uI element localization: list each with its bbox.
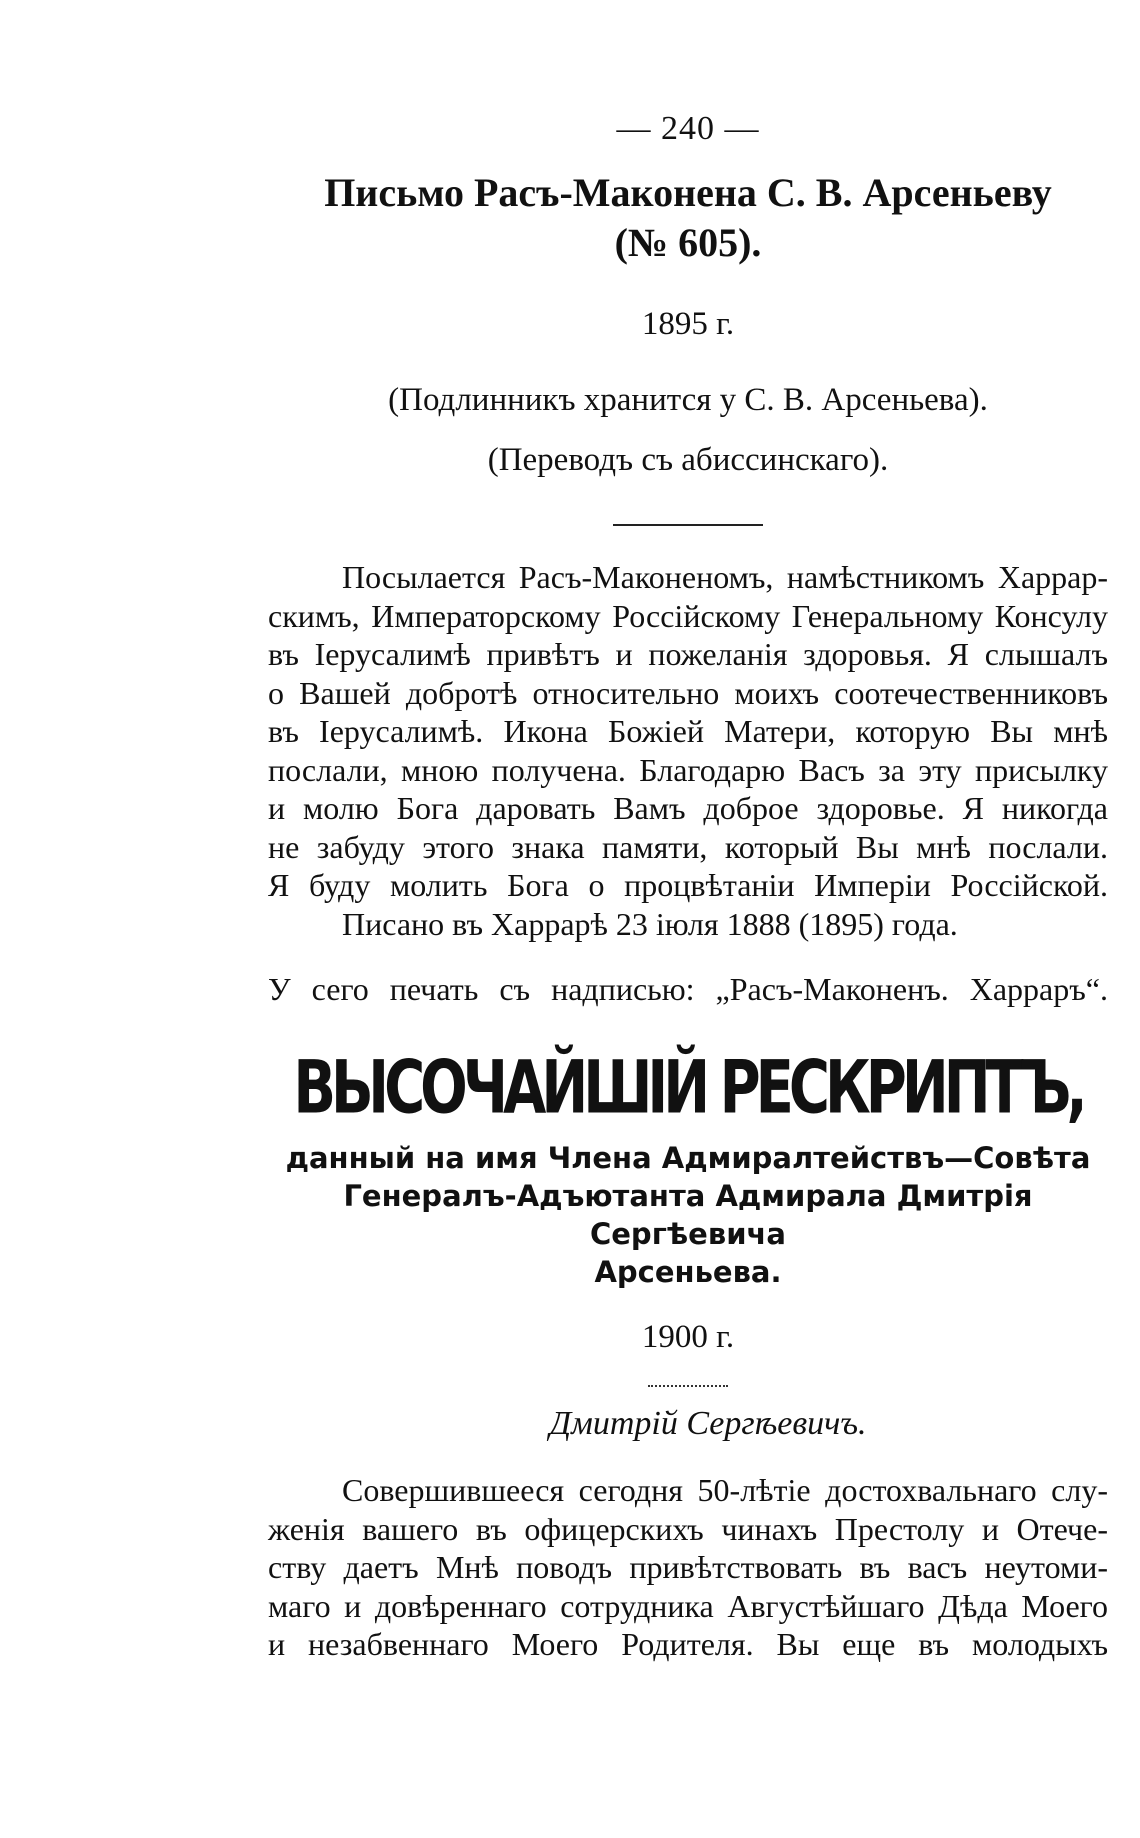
text-line: Посылается Расъ-Маконеномъ, намѣстникомъ Харрар- [342, 559, 1108, 595]
origin-note: (Подлинникъ хранится у С. В. Арсеньева). [388, 382, 988, 418]
text-line: женія вашего въ офицерскихъ чинахъ Престолу и Отече- [268, 1510, 1108, 1547]
text-line: не забуду этого знака памяти, который Вы мнѣ послали. [268, 828, 1108, 865]
text-line: и незабвеннаго Моего Родителя. Вы еще въ молодыхъ [268, 1626, 1108, 1662]
text-line: маго и довѣреннаго сотрудника Августѣйшаго Дѣда Моего [268, 1587, 1108, 1624]
letter-title-number: (№ 605). [614, 220, 762, 265]
rescript-subtitle [268, 1139, 1108, 1291]
letter-year: 1895 г. [641, 306, 735, 342]
text-line: Я буду молить Бога о процвѣтаніи Имперіи Россійской. [268, 867, 1108, 903]
translation-note: (Переводъ съ абиссинскаго). [487, 442, 889, 478]
rescript-title: ВЫСОЧАЙШІЙ РЕСКРИПТЪ, [293, 1046, 1083, 1131]
letter-title-line: Письмо Расъ-Маконена С. В. Арсеньеву [324, 170, 1052, 215]
text-line: ству даетъ Мнѣ поводъ привѣтствовать въ васъ неутоми- [268, 1549, 1108, 1585]
text-line: въ Іерусалимѣ привѣтъ и пожеланія здоровья. Я слышалъ [268, 636, 1108, 672]
subtitle-line: данный на имя Члена Адмиралтействъ—Совѣта [285, 1141, 1091, 1175]
text-line: послали, мною получена. Благодарю Васъ за эту присылку [268, 751, 1108, 788]
text-line: скимъ, Императорскому Россійскому Генеральному Консулу [268, 597, 1108, 634]
seal-note: У сего печать съ надписью: „Расъ-Маконенъ. Харраръ“. [268, 971, 1108, 1007]
text-line: Совершившееся сегодня 50-лѣтіе достохвальнаго слу- [342, 1472, 1108, 1508]
rescript-body [268, 1471, 1108, 1664]
section-divider [613, 524, 763, 526]
dated-line: Писано въ Харрарѣ 23 іюля 1888 (1895) года. [342, 905, 958, 942]
letter-body [268, 558, 1108, 943]
text-line: и молю Бога даровать Вамъ доброе здоровье. Я никогда [268, 790, 1108, 826]
dotted-divider [648, 1385, 728, 1387]
rescript-year: 1900 г. [641, 1319, 735, 1355]
salutation: Дмитрій Сергѣевичъ. [549, 1405, 867, 1442]
subtitle-line: Генералъ-Адъютанта Адмирала Дмитрія Сергѣевича [343, 1179, 1033, 1251]
book-page [268, 110, 1108, 1664]
text-line: о Вашей добротѣ относительно моихъ соотечественниковъ [268, 674, 1108, 711]
text-line: въ Іерусалимѣ. Икона Божіей Матери, которую Вы мнѣ [268, 713, 1108, 749]
subtitle-line: Арсеньева. [594, 1255, 782, 1289]
letter-title [268, 168, 1108, 268]
page-number: — 240 — [616, 110, 760, 147]
